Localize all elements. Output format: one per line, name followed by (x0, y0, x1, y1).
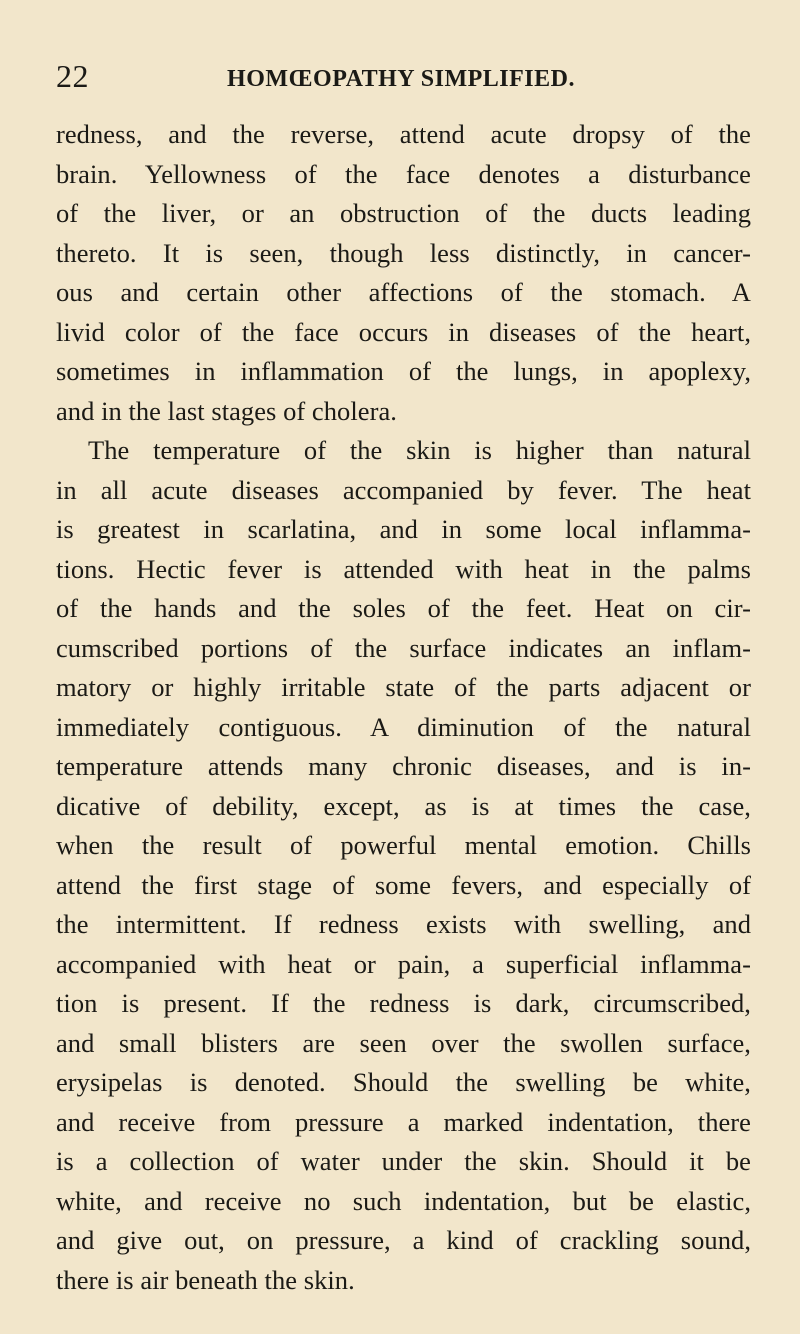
text-line: redness, and the reverse, attend acute dropsy of the (56, 119, 751, 149)
text-line: attend the first stage of some fevers, and especially of (56, 869, 751, 900)
text-line: livid color of the face occurs in diseases of the heart, (56, 316, 751, 347)
text-line: brain. Yellowness of the face denotes a disturbance (56, 158, 751, 189)
text-line: tions. Hectic fever is attended with heat in the palms (56, 553, 751, 584)
text-line: accompanied with heat or pain, a superficial inflamma- (56, 948, 751, 979)
text-line: cumscribed portions of the surface indicates an inflam- (56, 632, 751, 663)
text-line: thereto. It is seen, though less distinctly, in cancer- (56, 237, 751, 268)
text-line: temperature attends many chronic diseases, and is in- (56, 751, 751, 781)
text-line: is a collection of water under the skin. Should it be (56, 1146, 751, 1176)
text-line: The temperature of the skin is higher than natural (88, 435, 751, 465)
text-line: dicative of debility, except, as is at times the case, (56, 790, 751, 821)
text-line: of the liver, or an obstruction of the ducts leading (56, 198, 751, 228)
text-line: tion is present. If the redness is dark, circumscribed, (56, 988, 751, 1018)
text-line: sometimes in inflammation of the lungs, in apoplexy, (56, 356, 751, 386)
body-text (56, 115, 751, 1300)
text-line: white, and receive no such indentation, but be elastic, (56, 1185, 751, 1216)
text-line: when the result of powerful mental emotion. Chills (56, 830, 751, 860)
page-header (56, 58, 746, 102)
text-line: and receive from pressure a marked indentation, there (56, 1106, 751, 1137)
text-line: erysipelas is denoted. Should the swelling be white, (56, 1067, 751, 1097)
text-line: and give out, on pressure, a kind of crackling sound, (56, 1225, 751, 1255)
page-number: 22 (56, 58, 89, 94)
text-line: the intermittent. If redness exists with swelling, and (56, 909, 751, 939)
running-title: HOMŒOPATHY SIMPLIFIED. (227, 66, 575, 92)
text-line: and small blisters are seen over the swollen surface, (56, 1027, 751, 1058)
text-line: matory or highly irritable state of the parts adjacent or (56, 672, 751, 702)
text-line: is greatest in scarlatina, and in some local inflamma- (56, 514, 751, 544)
text-line: immediately contiguous. A diminution of the natural (56, 711, 751, 742)
text-line: and in the last stages of cholera. (56, 395, 397, 426)
text-line: in all acute diseases accompanied by fever. The heat (56, 474, 751, 505)
text-line: of the hands and the soles of the feet. Heat on cir- (56, 593, 751, 623)
text-line: there is air beneath the skin. (56, 1264, 355, 1295)
text-line: ous and certain other affections of the stomach. A (56, 277, 751, 307)
